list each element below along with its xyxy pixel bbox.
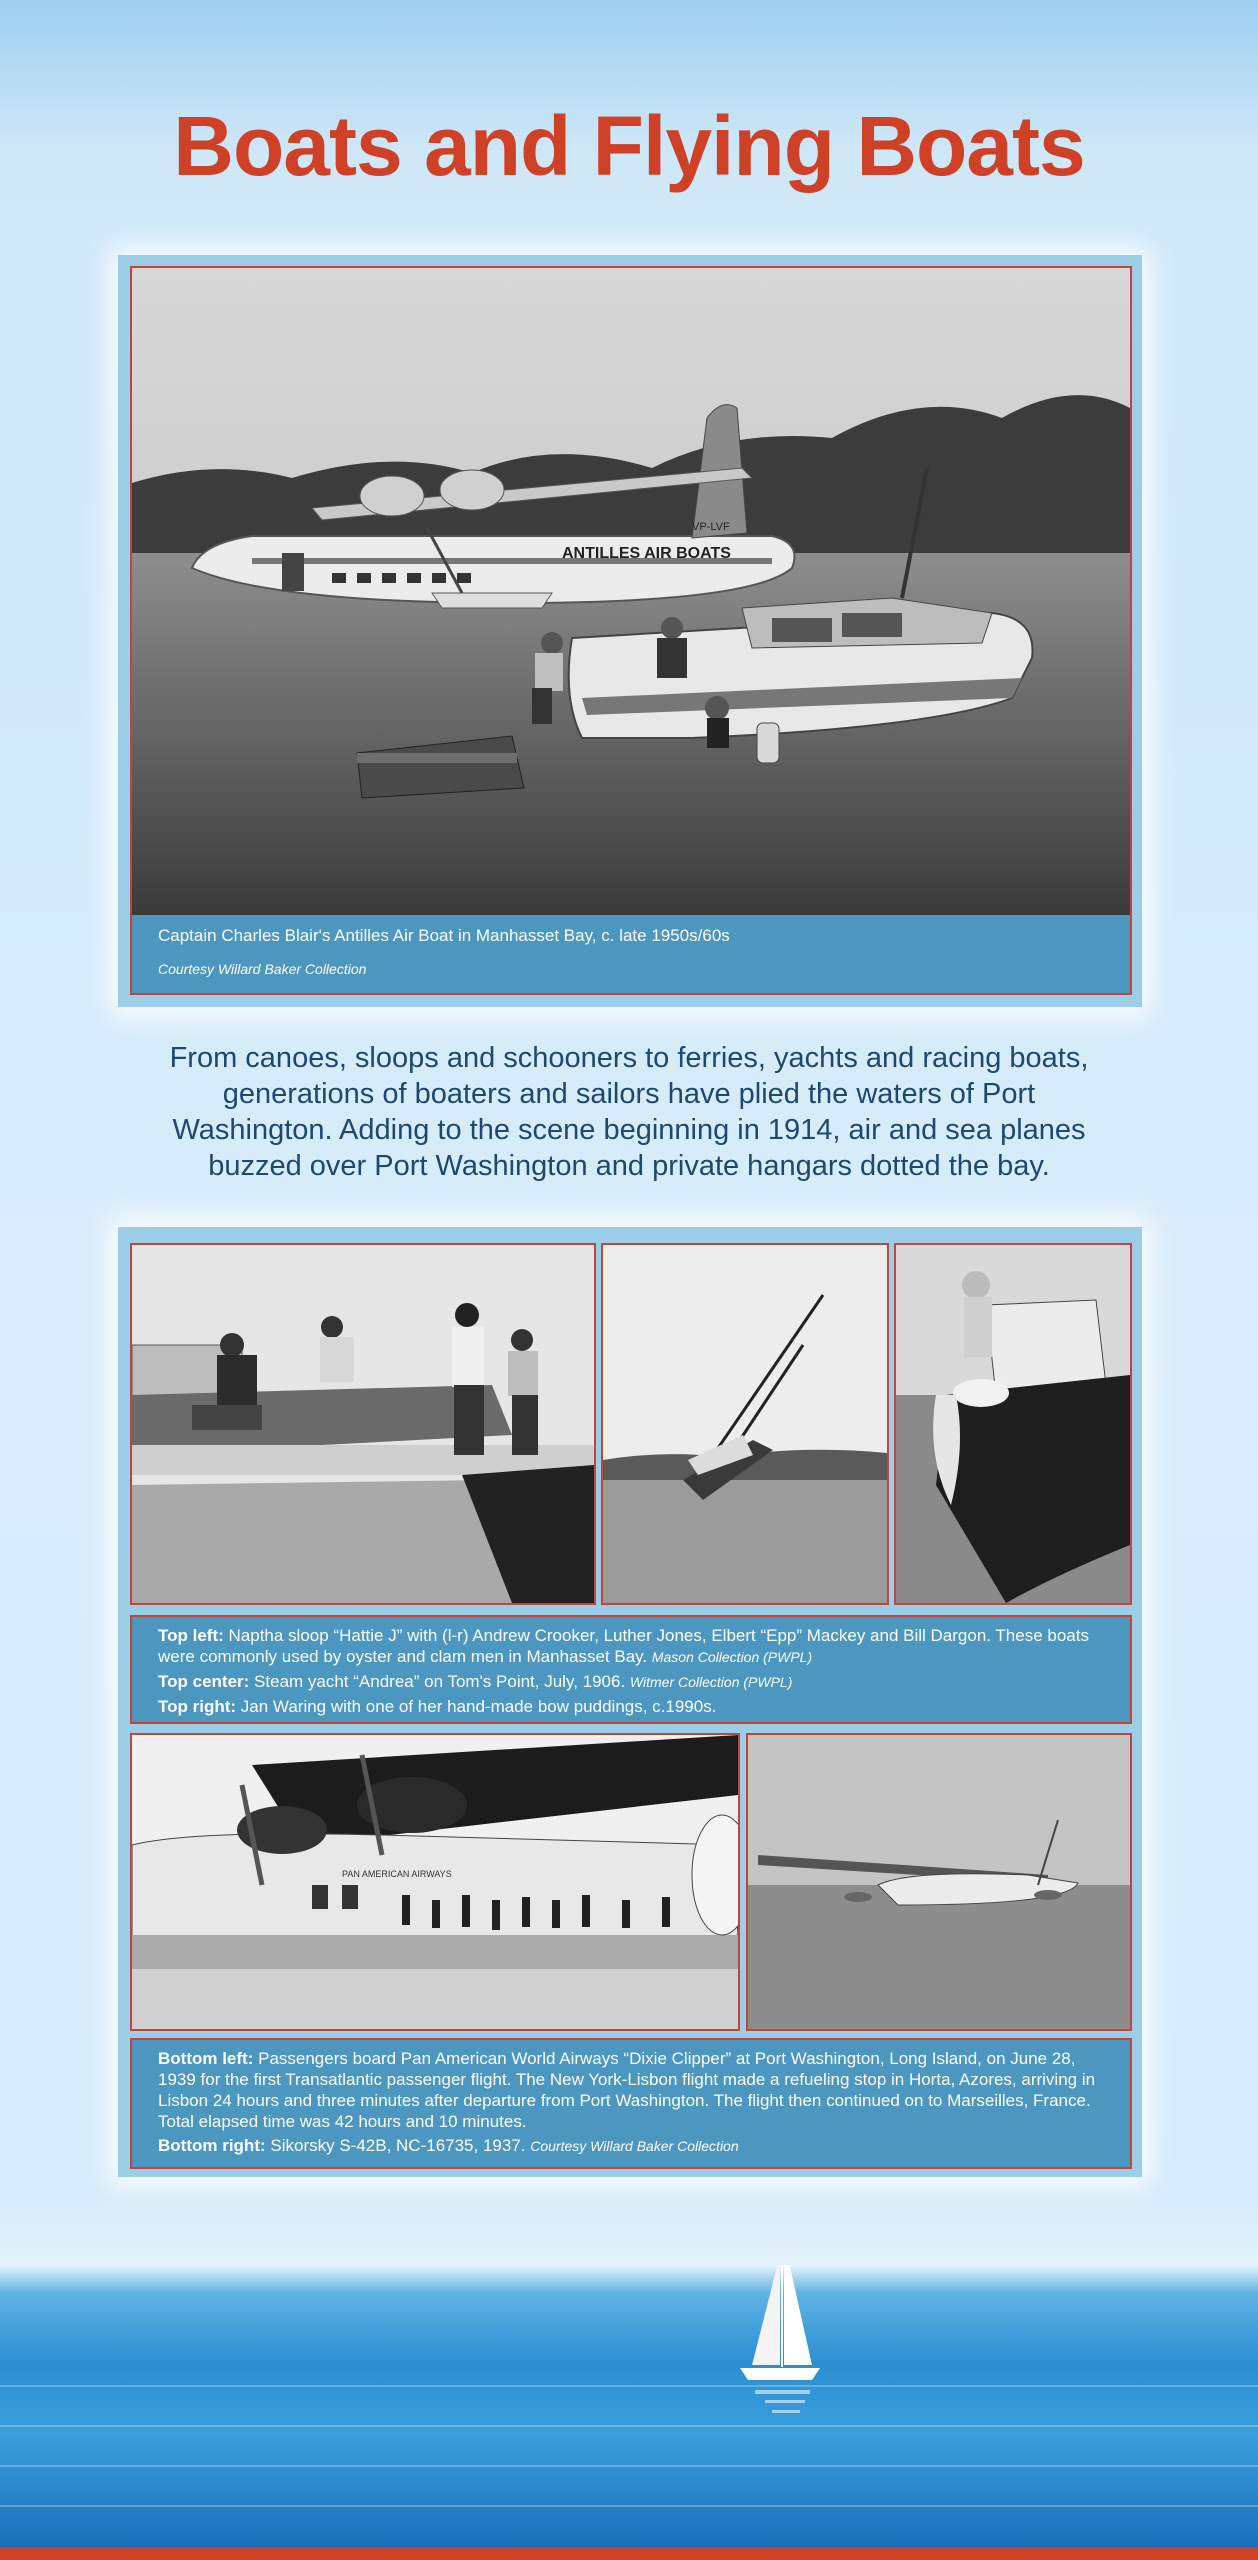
steam-yacht-photo bbox=[601, 1243, 889, 1605]
plane-registration-label: VP-LVF bbox=[692, 521, 730, 533]
top-center-label: Top center: bbox=[158, 1672, 250, 1691]
sea-background bbox=[0, 2265, 1258, 2547]
naptha-sloop-photo bbox=[130, 1243, 596, 1605]
clipper-hull-label: PAN AMERICAN AIRWAYS bbox=[342, 1869, 452, 1879]
antilles-air-boat-photo bbox=[130, 266, 1132, 918]
top-left-credit: Mason Collection (PWPL) bbox=[651, 1649, 813, 1665]
top-center-caption: Steam yacht “Andrea” on Tom's Point, July, 1906. bbox=[254, 1672, 626, 1691]
top-center-credit: Witmer Collection (PWPL) bbox=[629, 1674, 793, 1690]
top-photo-caption-box bbox=[130, 915, 1132, 995]
bow-pudding-photo bbox=[894, 1243, 1132, 1605]
top-right-label: Top right: bbox=[158, 1697, 237, 1716]
sail-icon bbox=[784, 2265, 812, 2365]
bottom-border bbox=[0, 2547, 1258, 2560]
sikorsky-photo bbox=[746, 1733, 1132, 2031]
sailboat-graphic bbox=[0, 2265, 1258, 2547]
top-left-caption: Naptha sloop “Hattie J” with (l-r) Andrew Crooker, Luther Jones, Elbert “Epp” Mackey and Bill Dargon. These boats were commonly used by oyster and clam men in Manhasset Bay. bbox=[158, 1626, 1089, 1666]
page-title: Boats and Flying Boats bbox=[173, 99, 1085, 193]
plane-hull-label: ANTILLES AIR BOATS bbox=[562, 545, 731, 562]
top-right-caption: Jan Waring with one of her hand-made bow puddings, c.1990s. bbox=[240, 1697, 717, 1716]
top-photo-credit: Courtesy Willard Baker Collection bbox=[158, 961, 367, 977]
bottom-left-label: Bottom left: bbox=[158, 2049, 254, 2068]
bottom-left-caption: Passengers board Pan American World Airways “Dixie Clipper” at Port Washington, Long Island, on June 28, 1939 for the first Transatlantic passenger flight. The New York-Lisbon flight made a refueling stop in Horta, Azores, arriving in Lisbon 24 hours and three minutes after departure from Port Washington. The flight then continued on to Marseilles, France. Total elapsed time was 42 hours and 10 minutes. bbox=[158, 2049, 1096, 2131]
dixie-clipper-photo bbox=[130, 1733, 740, 2031]
top-photo-caption: Captain Charles Blair's Antilles Air Boat in Manhasset Bay, c. late 1950s/60s bbox=[158, 926, 730, 945]
intro-paragraph: From canoes, sloops and schooners to ferries, yachts and racing boats, generations of boaters and sailors have plied the waters of Port Washington. Adding to the scene beginning in 1914, air and sea planes buzzed over Port Washington and private hangars dotted the bay. bbox=[169, 1042, 1089, 1182]
top-left-label: Top left: bbox=[158, 1626, 224, 1645]
bottom-right-label: Bottom right: bbox=[158, 2136, 266, 2155]
bottom-right-caption: Sikorsky S-42B, NC-16735, 1937. bbox=[270, 2136, 526, 2155]
bottom-right-credit: Courtesy Willard Baker Collection bbox=[530, 2138, 739, 2154]
top-row-caption-box bbox=[130, 1615, 1132, 1724]
bottom-row-caption-box bbox=[130, 2038, 1132, 2169]
